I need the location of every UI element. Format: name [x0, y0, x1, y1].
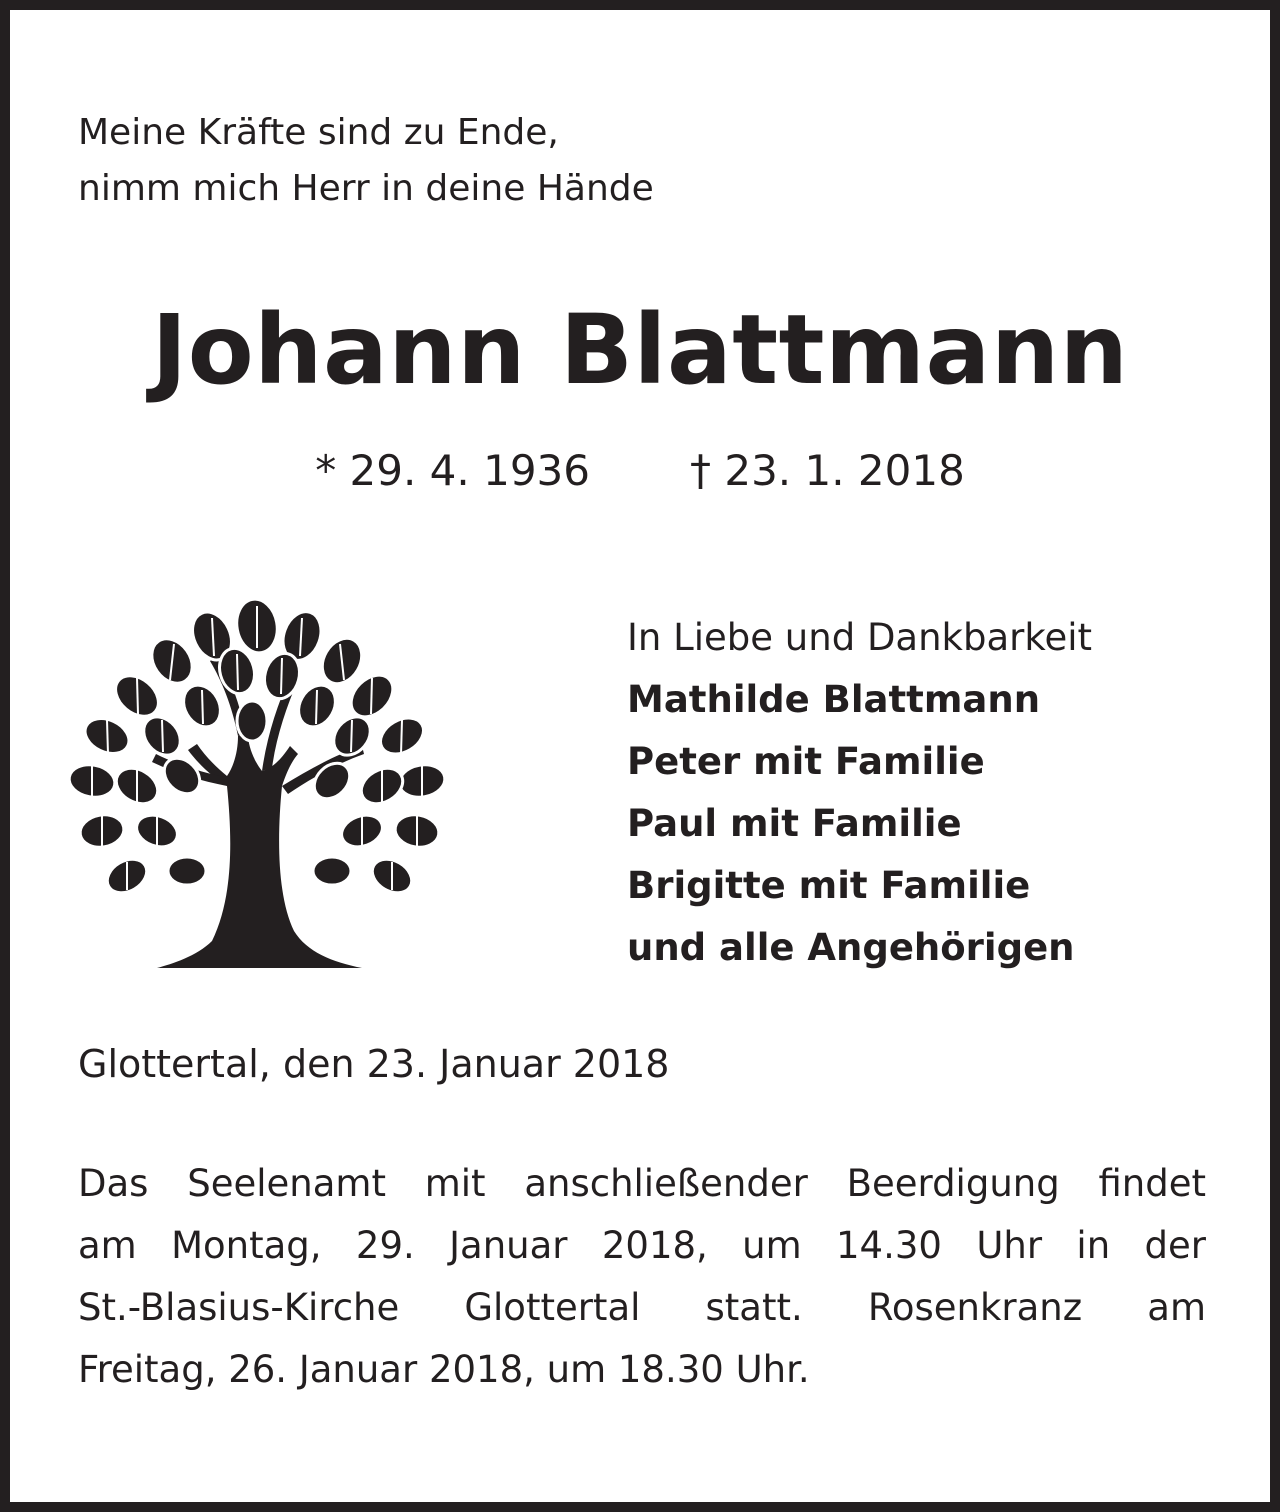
- service-line: St.-Blasius-Kirche Glottertal statt. Rosenkranz am: [78, 1286, 1206, 1329]
- deceased-name: Johann Blattmann: [151, 294, 1129, 406]
- motto-line-1: Meine Kräfte sind zu Ende,: [78, 112, 559, 153]
- service-line: am Montag, 29. Januar 2018, um 14.30 Uhr in der: [78, 1224, 1206, 1267]
- life-dates: [10, 443, 1270, 499]
- motto-verse: [78, 105, 654, 217]
- mourner-name: Paul mit Familie: [627, 802, 962, 845]
- place-and-date: Glottertal, den 23. Januar 2018: [78, 1042, 670, 1086]
- mourner-name: Peter mit Familie: [627, 740, 985, 783]
- mourner-name: und alle Angehörigen: [627, 926, 1075, 969]
- motto-line-2: nimm mich Herr in deine Hände: [78, 168, 654, 209]
- birth-date: * 29. 4. 1936: [315, 446, 590, 495]
- service-line: Das Seelenamt mit anschließender Beerdigung findet: [78, 1162, 1206, 1205]
- service-details: [78, 1153, 1206, 1401]
- service-line: Freitag, 26. Januar 2018, um 18.30 Uhr.: [78, 1348, 810, 1391]
- mourners-intro: In Liebe und Dankbarkeit: [627, 616, 1093, 659]
- mourner-name: Brigitte mit Familie: [627, 864, 1031, 907]
- death-date: † 23. 1. 2018: [690, 446, 965, 495]
- mourners-list: [627, 607, 1092, 979]
- mourner-name: Mathilde Blattmann: [627, 678, 1041, 721]
- tree-with-leaves-icon: [62, 596, 452, 976]
